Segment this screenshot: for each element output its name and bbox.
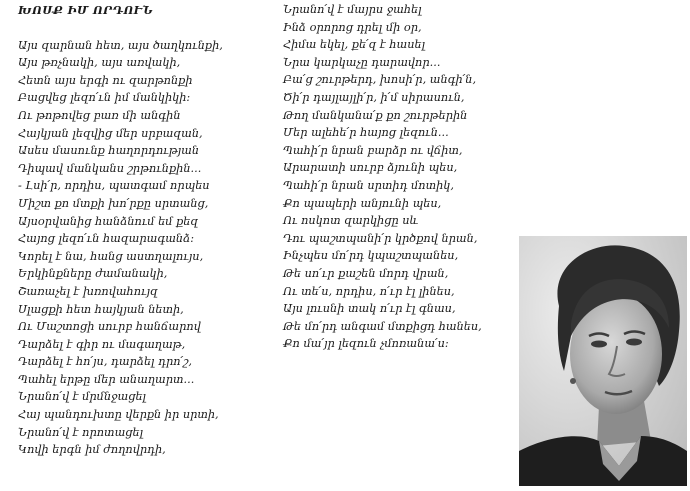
poem-line: Կովի երգն իմ ժողովրդի, <box>18 443 166 457</box>
poem-line: Հիմա եկել, քե՛զ է հասել <box>283 38 426 52</box>
poem-line: Նրանո՛վ է որոտացել <box>18 425 144 439</box>
poem-line: Շառաչել է խռովահույզ <box>18 284 158 298</box>
poem-line: Երկինքները ժամանակի, <box>18 267 168 281</box>
poem-line: Դարձել է գիր ու մագաղաթ, <box>18 337 186 351</box>
poem-line: Հայ պանդուխտը վերքն իր սրտի, <box>18 408 219 422</box>
poem-line: Այս լուսնի տակ ո՛ւր էլ գնաս, <box>283 302 456 316</box>
poem-line: Նրանո՛վ է մայրս ջահել <box>283 3 422 16</box>
poem-line: Մեր ալեհե՛ր հայոց լեզուն... <box>283 126 449 140</box>
portrait-illustration <box>519 236 687 486</box>
poem-line: Ասես մասունք հաղորդության <box>18 144 200 158</box>
poem-line: Բա՛ց շուրթերդ, խոսի՛ր, անգի՛ն, <box>283 73 477 87</box>
poem-line: Հայոց լեզո՛ւն հազարագանձ: <box>18 232 195 246</box>
poem-line: Հայկյան լեզվից մեր սրբազան, <box>18 126 203 140</box>
poem-line: Ինձ օրորոց դրել մի օր, <box>283 20 422 34</box>
poem-line: Դարձել է հո՛յս, դարձել դրո՛շ, <box>18 355 192 369</box>
poem-line: Կորել է նա, հանց աստղալույս, <box>18 249 204 263</box>
poem-line: Դիպավ մանկանս շրթունքին... <box>18 161 202 175</box>
poem-line: Այսօրվանից հանձնում եմ քեզ <box>18 214 199 228</box>
poem-line: Հետն այս երգի ու զարթոնքի <box>18 73 193 87</box>
poem-column-left <box>18 2 223 459</box>
poem-line: Պահի՛ր նրան բարձր ու վճիտ, <box>283 143 463 157</box>
poem-title: ԽՈՍՔ ԻՄ ՈՐԴՈՒՆ <box>18 3 154 17</box>
poem-line: Քո մա՛յր լեզուն չմոռանա՛ս: <box>283 337 449 351</box>
poem-line: Թե մո՛րդ անգամ մտքիցդ հանես, <box>283 319 482 333</box>
poet-portrait-photo <box>519 236 687 486</box>
poem-line: Պահի՛ր նրան սրտիդ մոտիկ, <box>283 178 454 192</box>
poem-line: Դու պաշտպանի՛ր կրծքով նրան, <box>283 231 478 245</box>
poem-line: Ու թոթովեց բառ մի անգին <box>18 108 181 122</box>
poem-line: Ու տե՛ս, որդիս, ո՛ւր էլ լինես, <box>283 284 455 298</box>
poem-line: Միշտ քո մտքի խո՛րքը սրտանց, <box>18 196 209 210</box>
poem-line: Թե սո՛ւր քաշեն մորդ վրան, <box>283 266 449 280</box>
poem-line: Նրա կարկաչը դարավոր... <box>283 55 441 69</box>
poem-line: Սլացքի հետ հայկյան նետի, <box>18 302 184 316</box>
poem-line: Ու Մաշտոցի սուրբ հանճարով <box>18 320 201 334</box>
poem-column-right <box>283 1 482 353</box>
poem-line: Այս թռչնակի, այս առվակի, <box>18 56 181 70</box>
poem-line: Ու ոսկոտ զարկիցը սև <box>283 214 419 228</box>
poem-line: Արարատի սուրբ ձյունի պես, <box>283 161 458 175</box>
poem-line: Նրանո՛վ է մրմնջացել <box>18 390 146 404</box>
poem-line: Ինչպես մո՛րդ կպաշտպանես, <box>283 249 459 263</box>
poem-line: Պահել երթը մեր անաղարտ... <box>18 372 195 386</box>
poem-line: - Լսի՛ր, որդիս, պատգամ որպես <box>18 179 210 193</box>
poem-line: Թող մանկանա՛ք քո շուրթերին <box>283 108 468 122</box>
title-spacer <box>18 20 223 37</box>
poem-line: Այս զարնան հետ, այս ծաղկունքի, <box>18 38 223 52</box>
poem-line: Քո պապերի անյունի պես, <box>283 196 442 210</box>
poem-line: Ծի՛ր դայլայլի՛ր, ի՛մ սիրասուն, <box>283 90 465 104</box>
poem-line: Բացվեց լեզո՛ւն իմ մանկիկի: <box>18 91 191 105</box>
